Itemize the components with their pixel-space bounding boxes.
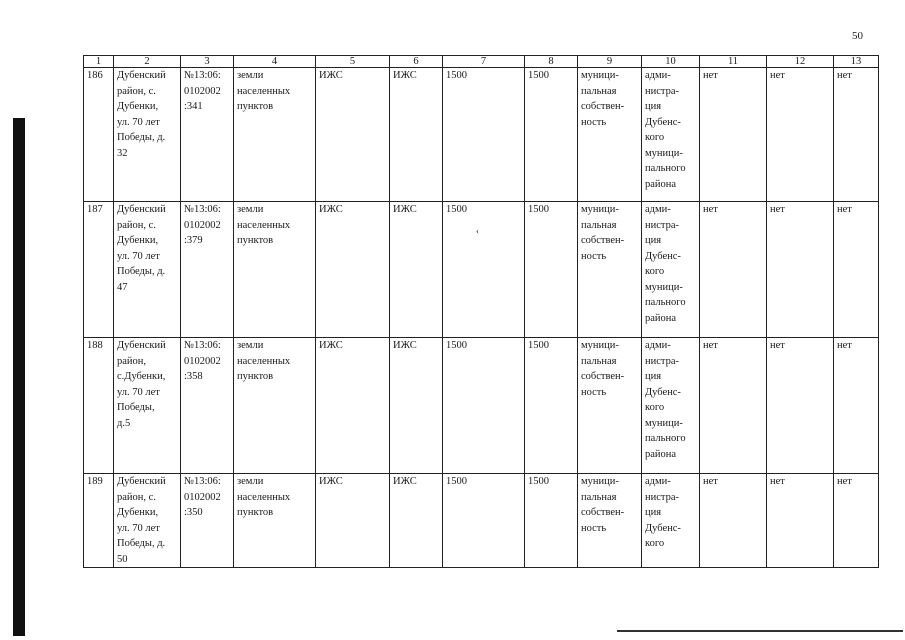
land-category-cell-line: земли (237, 340, 264, 351)
col11-cell: нет (700, 338, 767, 474)
col12-cell: нет (767, 474, 834, 568)
address-cell-line: ул. 70 лет (117, 250, 160, 262)
ownership-cell-line: пальная (581, 491, 617, 503)
rights-holder-cell-line: Дубенс- (645, 386, 681, 398)
rights-holder-cell-line: района (645, 448, 677, 460)
cadastral-number-cell-line: №13:06: (184, 476, 221, 487)
rights-holder-cell-line: района (645, 178, 677, 190)
ownership-cell-line: ность (581, 116, 607, 128)
rights-holder-cell-line: адми- (645, 340, 671, 351)
area-cell: 1500 (443, 474, 525, 568)
area-cell: 1500 (443, 338, 525, 474)
address-cell (114, 338, 181, 474)
rights-holder-cell (642, 202, 700, 338)
address-cell-line: 32 (117, 147, 128, 159)
rights-holder-cell-line: муници- (645, 417, 683, 429)
scan-mark: ‹ (476, 226, 479, 236)
cadastral-number-cell-line: :350 (184, 507, 203, 518)
cadastral-number-cell-line: :358 (184, 371, 203, 382)
land-category-cell-line: пунктов (237, 235, 274, 246)
col12-cell: нет (767, 338, 834, 474)
rights-holder-cell-line: адми- (645, 476, 671, 487)
column-header-4: 4 (234, 56, 316, 68)
address-cell-line: Дубенский (117, 204, 166, 215)
rights-holder-cell-line: адми- (645, 204, 671, 215)
col12-cell: нет (767, 68, 834, 202)
permitted-use-cell: ИЖС (316, 474, 390, 568)
table-row (84, 68, 879, 202)
col13-cell: нет (834, 68, 879, 202)
row-number: 188 (84, 338, 114, 474)
value-cell: 1500 (525, 68, 578, 202)
column-header-5: 5 (316, 56, 390, 68)
rights-holder-cell-line: нистра- (645, 219, 680, 231)
actual-use-cell: ИЖС (390, 338, 443, 474)
ownership-cell-line: ность (581, 386, 607, 398)
rights-holder-cell-line: пального (645, 433, 686, 444)
rights-holder-cell-line: района (645, 312, 677, 324)
ownership-cell (578, 202, 642, 338)
land-category-cell-line: пунктов (237, 371, 274, 382)
rights-holder-cell-line: Дубенс- (645, 522, 681, 534)
table-row (84, 202, 879, 338)
scan-edge-shadow (13, 118, 25, 636)
rights-holder-cell-line: нистра- (645, 355, 680, 367)
column-header-7: 7 (443, 56, 525, 68)
address-cell-line: Победы, д. (117, 266, 166, 277)
rights-holder-cell-line: ция (645, 235, 662, 246)
ownership-cell-line: ность (581, 250, 607, 262)
page-number: 50 (852, 30, 863, 42)
column-header-11: 11 (700, 56, 767, 68)
land-category-cell (234, 338, 316, 474)
address-cell-line: 50 (117, 553, 128, 565)
row-number: 186 (84, 68, 114, 202)
address-cell-line: д.5 (117, 417, 131, 429)
cadastral-number-cell-line: 0102002 (184, 355, 221, 367)
permitted-use-cell: ИЖС (316, 338, 390, 474)
scan-bottom-line (617, 630, 903, 632)
address-cell (114, 202, 181, 338)
value-cell: 1500 (525, 474, 578, 568)
ownership-cell-line: муници- (581, 204, 619, 215)
rights-holder-cell-line: Дубенс- (645, 116, 681, 128)
col13-cell: нет (834, 338, 879, 474)
rights-holder-cell-line: ция (645, 371, 662, 382)
address-cell-line: ул. 70 лет (117, 522, 160, 534)
rights-holder-cell-line: муници- (645, 147, 683, 159)
cadastral-number-cell (181, 338, 234, 474)
ownership-cell-line: собствен- (581, 371, 625, 382)
rights-holder-cell-line: кого (645, 402, 665, 413)
rights-holder-cell-line: адми- (645, 70, 671, 81)
col11-cell: нет (700, 202, 767, 338)
row-number: 189 (84, 474, 114, 568)
table-row (84, 474, 879, 568)
ownership-cell-line: муници- (581, 340, 619, 351)
cadastral-number-cell-line: :379 (184, 235, 203, 246)
permitted-use-cell: ИЖС (316, 202, 390, 338)
column-header-10: 10 (642, 56, 700, 68)
cadastral-number-cell-line: 0102002 (184, 85, 221, 97)
cadastral-number-cell-line: №13:06: (184, 340, 221, 351)
address-cell-line: Победы, (117, 402, 155, 413)
address-cell-line: ул. 70 лет (117, 116, 160, 128)
cadastral-number-cell-line: №13:06: (184, 204, 221, 215)
address-cell-line: Дубенки, (117, 507, 159, 518)
header-row (84, 56, 879, 68)
ownership-cell-line: пальная (581, 85, 617, 97)
address-cell-line: Победы, д. (117, 538, 166, 549)
land-category-cell-line: населенных (237, 85, 291, 97)
address-cell-line: Победы, д. (117, 132, 166, 143)
cadastral-number-cell-line: 0102002 (184, 491, 221, 503)
ownership-cell (578, 68, 642, 202)
rights-holder-cell-line: нистра- (645, 491, 680, 503)
address-cell-line: район, (117, 355, 147, 367)
column-header-8: 8 (525, 56, 578, 68)
land-category-cell-line: пунктов (237, 101, 274, 112)
column-header-2: 2 (114, 56, 181, 68)
permitted-use-cell: ИЖС (316, 68, 390, 202)
rights-holder-cell (642, 68, 700, 202)
address-cell-line: район, с. (117, 85, 156, 97)
col11-cell: нет (700, 68, 767, 202)
area-cell: 1500 (443, 68, 525, 202)
rights-holder-cell (642, 474, 700, 568)
ownership-cell-line: пальная (581, 355, 617, 367)
rights-holder-cell-line: ция (645, 101, 662, 112)
ownership-cell-line: муници- (581, 70, 619, 81)
col13-cell: нет (834, 474, 879, 568)
address-cell (114, 474, 181, 568)
rights-holder-cell-line: муници- (645, 281, 683, 293)
column-header-12: 12 (767, 56, 834, 68)
rights-holder-cell-line: нистра- (645, 85, 680, 97)
address-cell-line: район, с. (117, 219, 156, 231)
col11-cell: нет (700, 474, 767, 568)
land-category-cell-line: населенных (237, 219, 291, 231)
rights-holder-cell (642, 338, 700, 474)
cadastral-number-cell (181, 202, 234, 338)
rights-holder-cell-line: кого (645, 266, 665, 277)
land-category-cell-line: пунктов (237, 507, 274, 518)
value-cell: 1500 (525, 202, 578, 338)
table-row (84, 338, 879, 474)
col13-cell: нет (834, 202, 879, 338)
ownership-cell (578, 474, 642, 568)
land-category-cell (234, 474, 316, 568)
ownership-cell-line: собствен- (581, 507, 625, 518)
actual-use-cell: ИЖС (390, 202, 443, 338)
rights-holder-cell-line: пального (645, 163, 686, 174)
ownership-cell (578, 338, 642, 474)
column-header-9: 9 (578, 56, 642, 68)
cadastral-number-cell-line: №13:06: (184, 70, 221, 81)
land-category-cell-line: населенных (237, 355, 291, 367)
actual-use-cell: ИЖС (390, 68, 443, 202)
ownership-cell-line: собствен- (581, 101, 625, 112)
ownership-cell-line: пальная (581, 219, 617, 231)
column-header-13: 13 (834, 56, 879, 68)
address-cell-line: ул. 70 лет (117, 386, 160, 398)
address-cell-line: Дубенки, (117, 101, 159, 112)
cadastral-number-cell-line: :341 (184, 101, 203, 112)
land-category-cell-line: населенных (237, 491, 291, 503)
col12-cell: нет (767, 202, 834, 338)
land-category-cell (234, 202, 316, 338)
land-category-cell (234, 68, 316, 202)
land-category-cell-line: земли (237, 70, 264, 81)
value-cell: 1500 (525, 338, 578, 474)
ownership-cell-line: ность (581, 522, 607, 534)
address-cell-line: район, с. (117, 491, 156, 503)
registry-table (83, 55, 879, 568)
cadastral-number-cell-line: 0102002 (184, 219, 221, 231)
area-cell: 1500 (443, 202, 525, 338)
column-header-6: 6 (390, 56, 443, 68)
address-cell-line: Дубенский (117, 476, 166, 487)
ownership-cell-line: муници- (581, 476, 619, 487)
cadastral-number-cell (181, 474, 234, 568)
column-header-3: 3 (181, 56, 234, 68)
address-cell (114, 68, 181, 202)
address-cell-line: Дубенский (117, 340, 166, 351)
rights-holder-cell-line: Дубенс- (645, 250, 681, 262)
row-number: 187 (84, 202, 114, 338)
column-header-1: 1 (84, 56, 114, 68)
ownership-cell-line: собствен- (581, 235, 625, 246)
address-cell-line: Дубенки, (117, 235, 159, 246)
rights-holder-cell-line: пального (645, 297, 686, 308)
cadastral-number-cell (181, 68, 234, 202)
rights-holder-cell-line: кого (645, 538, 665, 549)
actual-use-cell: ИЖС (390, 474, 443, 568)
address-cell-line: 47 (117, 281, 128, 293)
rights-holder-cell-line: ция (645, 507, 662, 518)
rights-holder-cell-line: кого (645, 132, 665, 143)
land-category-cell-line: земли (237, 476, 264, 487)
land-category-cell-line: земли (237, 204, 264, 215)
address-cell-line: Дубенский (117, 70, 166, 81)
address-cell-line: с.Дубенки, (117, 371, 166, 382)
